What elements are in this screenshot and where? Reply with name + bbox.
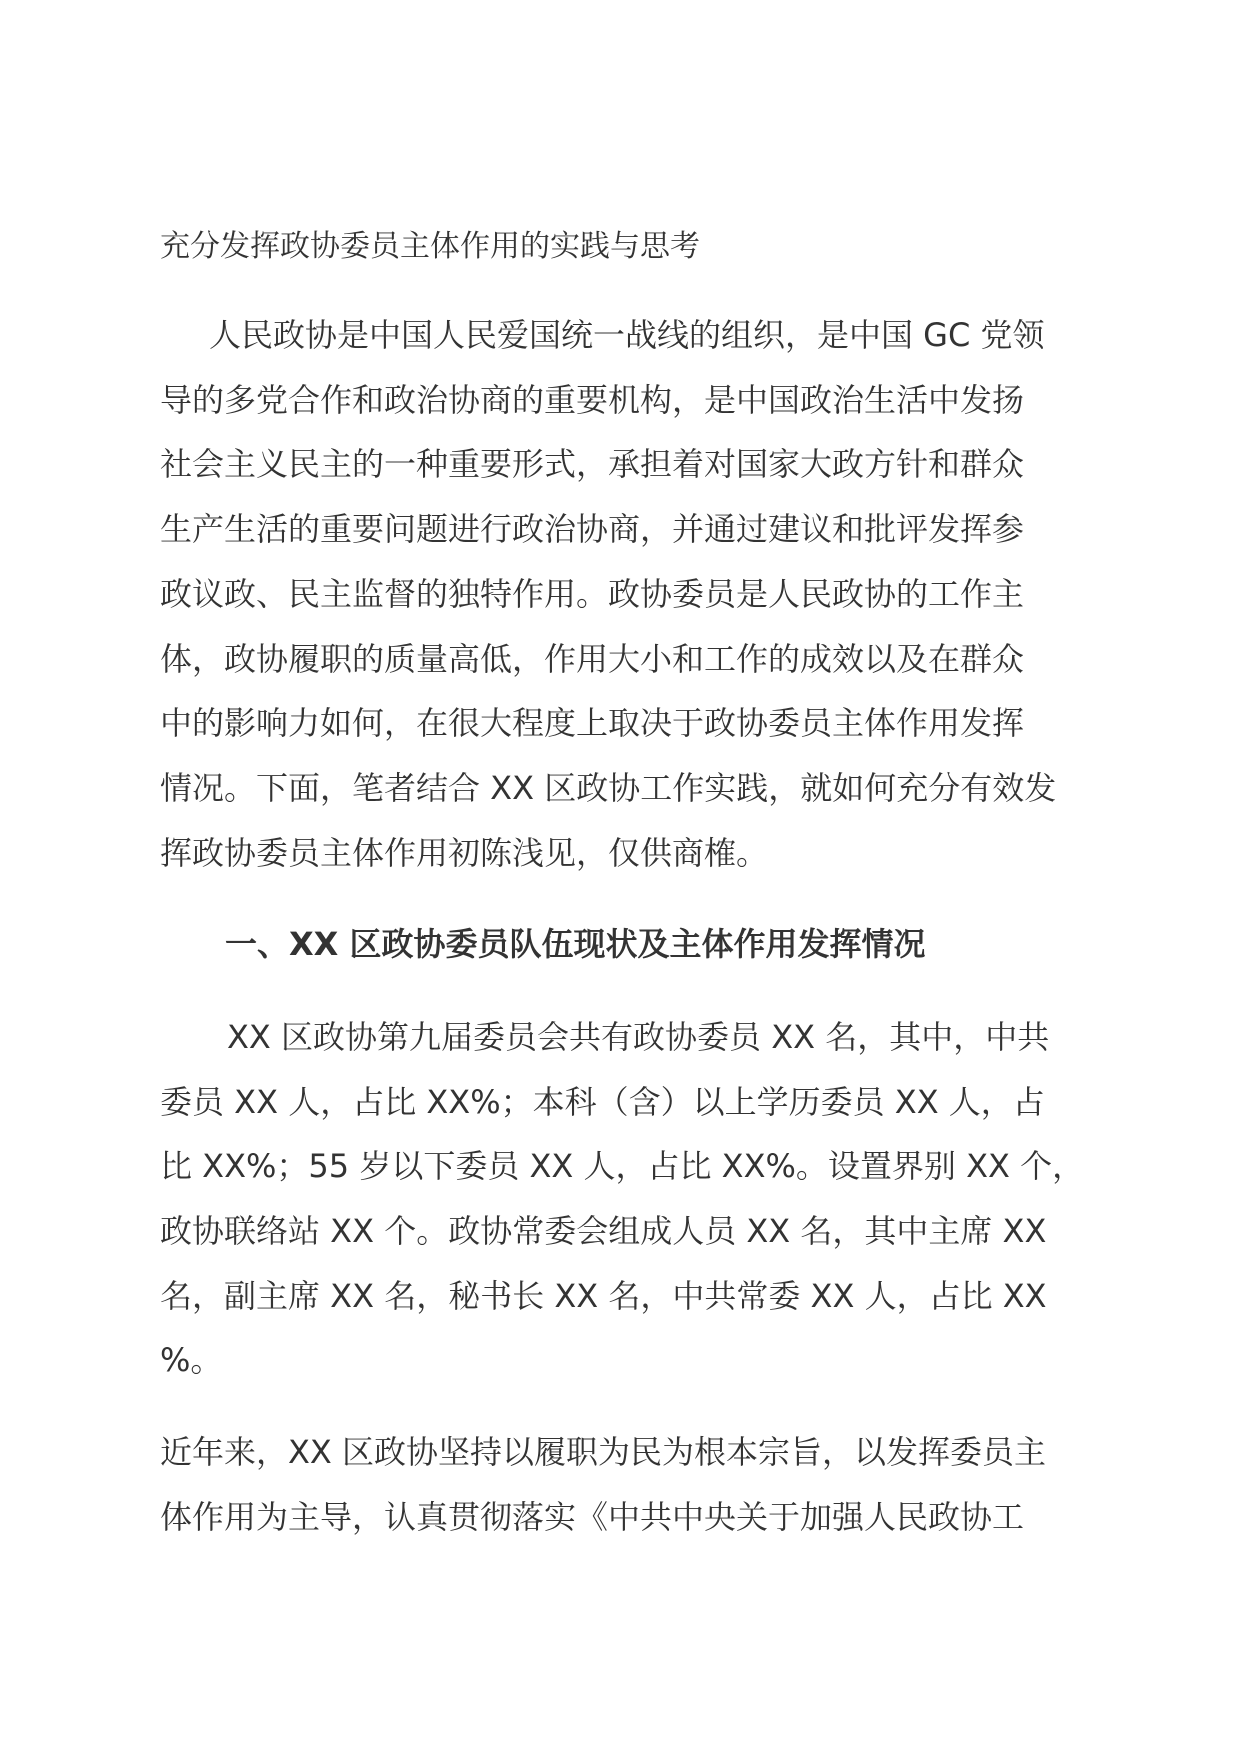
paragraph-line: 委员 XX 人，占比 XX%；本科（含）以上学历委员 XX 人，占 bbox=[160, 1083, 1045, 1121]
paragraph-line: 政议政、民主监督的独特作用。政协委员是人民政协的工作主 bbox=[160, 575, 1025, 613]
section-heading: 一、XX 区政协委员队伍现状及主体作用发挥情况 bbox=[225, 925, 926, 963]
paragraph-line: 比 XX%；55 岁以下委员 XX 人，占比 XX%。设置界别 XX 个， bbox=[160, 1147, 1085, 1185]
paragraph-line: 导的多党合作和政治协商的重要机构，是中国政治生活中发扬 bbox=[160, 381, 1025, 419]
paragraph-line: XX 区政协第九届委员会共有政协委员 XX 名，其中，中共 bbox=[227, 1018, 1050, 1056]
document-title: 充分发挥政协委员主体作用的实践与思考 bbox=[160, 229, 700, 264]
paragraph-line: 近年来，XX 区政协坚持以履职为民为根本宗旨，以发挥委员主 bbox=[160, 1433, 1047, 1471]
paragraph-line: 中的影响力如何，在很大程度上取决于政协委员主体作用发挥 bbox=[160, 704, 1025, 742]
paragraph-line: 人民政协是中国人民爱国统一战线的组织，是中国 GC 党领 bbox=[209, 316, 1045, 354]
paragraph-line: 体作用为主导，认真贯彻落实《中共中央关于加强人民政协工 bbox=[160, 1498, 1025, 1536]
paragraph-line: 名，副主席 XX 名，秘书长 XX 名，中共常委 XX 人，占比 XX bbox=[160, 1277, 1047, 1315]
paragraph-line: 挥政协委员主体作用初陈浅见，仅供商榷。 bbox=[160, 834, 769, 872]
paragraph-line: 体，政协履职的质量高低，作用大小和工作的成效以及在群众 bbox=[160, 640, 1025, 678]
paragraph-line: %。 bbox=[160, 1341, 223, 1379]
paragraph-line: 生产生活的重要问题进行政治协商，并通过建议和批评发挥参 bbox=[160, 510, 1025, 548]
paragraph-line: 情况。下面，笔者结合 XX 区政协工作实践，就如何充分有效发 bbox=[160, 769, 1057, 807]
paragraph-line: 政协联络站 XX 个。政协常委会组成人员 XX 名，其中主席 XX bbox=[160, 1212, 1047, 1250]
paragraph-line: 社会主义民主的一种重要形式，承担着对国家大政方针和群众 bbox=[160, 445, 1025, 483]
